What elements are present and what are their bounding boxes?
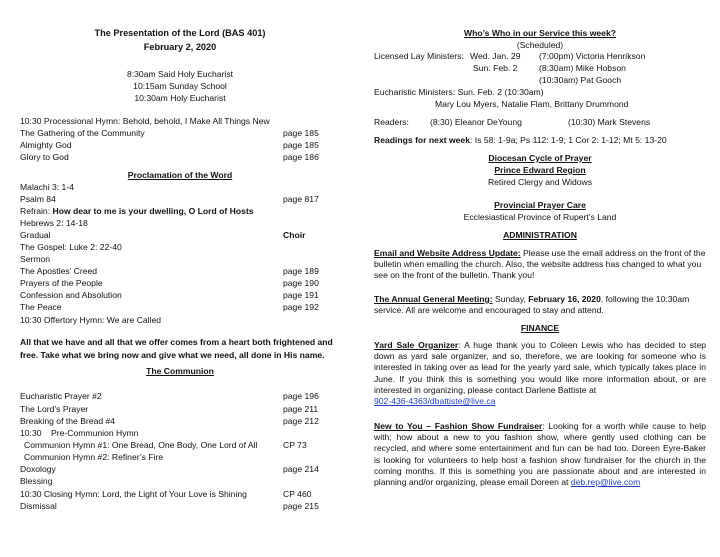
eucharistic-ministers-names: Mary Lou Myers, Natalie Flam, Brittany Drummond: [435, 99, 629, 109]
eucharistic-ministers: Eucharistic Ministers: Sun. Feb. 2 (10:30am): [374, 87, 544, 97]
service-item: Almighty God page 185: [20, 140, 319, 150]
service-item: Dismissal page 215: [20, 501, 319, 511]
communion-heading: The Communion: [146, 366, 214, 376]
psalm-refrain: Refrain: How dear to me is your dwelling, O Lord of Hosts: [20, 206, 254, 216]
fashion-show-notice: New to You – Fashion Show Fundraiser: Looking for a worth while cause to help with; how about a new to you fashion show, where gently used clothing can be recycled, and where some entertainment and fun can be had too. Doreen Eyre-Baker is looking for volunteers to help host a fashion show fundraiser for the church in the coming months. If this is something you are passionate about and are interested in planning and/or organizing, please email Doreen at deb.rep@live.com: [374, 421, 706, 488]
finance-heading: FINANCE: [520, 323, 560, 333]
email-update-notice: Email and Website Address Update: Please use the email address on the front of the bulletin when emailing the church. Also, the website address has changed to what you see on the front of the bulletin. Thank you!: [374, 248, 706, 281]
diocesan-region: Prince Edward Region: [494, 165, 586, 175]
service-item: Eucharistic Prayer #2 page 196: [20, 391, 319, 401]
next-week-readings: Readings for next week: Is 58: 1-9a; Ps 112: 1-9; 1 Cor 2: 1-12; Mt 5: 13-20: [374, 135, 667, 145]
yard-sale-notice: Yard Sale Organizer: A huge thank you to Coleen Lewis who has decided to step down as yard sale organizer, and so, therefore, we are looking for someone who is interested in taking over as lead for the yearly yard sale, which typically takes place in June. If you think this is something you would like more information about, or are interested in organizing, please contact Darlene Battiste at 902-436-4363/dbattiste@live.ca: [374, 340, 707, 407]
service-item: Psalm 84 page 817: [20, 194, 319, 204]
service-date: February 2, 2020: [143, 42, 217, 52]
readers-line: Readers: (8:30) Eleanor DeYoung (10:30) Mark Stevens: [374, 117, 651, 127]
sermon: Sermon: [20, 254, 51, 264]
service-item: The Gathering of the Community page 185: [20, 128, 319, 138]
diocesan-region-sub: Retired Clergy and Widows: [487, 177, 593, 187]
lay-ministers-line-1: Licensed Lay Ministers: Wed. Jan. 29 (7:00pm) Victoria Henrikson: [374, 51, 646, 61]
processional-hymn: 10:30 Processional Hymn: Behold, behold, I Make All Things New: [20, 116, 270, 126]
provincial-sub: Ecclesiastical Province of Rupert’s Land: [463, 212, 617, 222]
provincial-heading: Provincial Prayer Care: [494, 200, 586, 210]
reading-malachi: Malachi 3: 1-4: [20, 182, 74, 192]
gospel-reading: The Gospel: Luke 2: 22-40: [20, 242, 122, 252]
service-title: The Presentation of the Lord (BAS 401): [94, 28, 266, 38]
whos-who-heading: Who’s Who in our Service this week?: [463, 28, 616, 38]
bulletin-page: The Presentation of the Lord (BAS 401) February 2, 2020 8:30am Said Holy Eucharist 10:15am Sunday School 10:30am Holy Eucharist 10:30 Processional Hymn: Behold, behold, I Make All Things New The Gathering of the Community page 185 Almighty God page 185 Glory to God page 186 Proclamation of the Word Malachi 3: 1-4 Psalm 84 page 817 Refrain: How dear to me is your dwelling, O Lord of Hosts Hebrews 2: 14-18 Gradual Choir The Gospel: Luke 2: 22-40 Sermon The Apostles’ Creed page 189 Prayers of the People page 190 Confession and Absolution page 191 The Peace page 192 10:30 Offertory Hymn: We are Called All that we have and all that we offer comes from a heart both frightened and free. Take what we bring now and give what we need, all done in His name. The Communion Eucharistic Prayer #2 page 196 The Lord’s Prayer page 211 Breaking of the Bread #4 page 212 10:30 Pre-Communion Hymn Communion Hymn #1: One Bread, One Body, One Lord of All CP 73 Communion Hymn #2: Refiner’s Fire Doxology page 214 Blessing 10:30 Closing Hymn: Lord, the Light of Your Love is Shining CP 460 Dismissal page 215 Who’s Who in our Service this week? (Scheduled) Licensed Lay Ministers: Wed. Jan. 29 (7:00pm) Victoria Henrikson Sun. Feb. 2 (8:30am) Mike Hobson (10:30am) Pat Gooch Eucharistic Ministers: Sun. Feb. 2 (10:30am) Mary Lou Myers, Natalie Flam, Brittany Drummond Readers: (8:30) Eleanor DeYoung (10:30) Mark Stevens Readings for next week: Is 58: 1-9a; Ps 112: 1-9; 1 Cor 2: 1-12; Mt 5: 13-20 Diocesan Cycle of Prayer Prince Edward Region Retired Clergy and Widows Provincial Prayer Care Ecclesiastical Province of Rupert’s Land ADMINISTRATION Email and Website Address Update: Please use the email address on the front of the bulletin when emailing the church. Also, the website address has changed to what you see on the front of the bulletin. Thank you! The Annual General Meeting: Sunday, February 16, 2020, following the 10:30am service. All are welcome and encouraged to stay and attend. FINANCE Yard Sale Organizer: A huge thank you to Coleen Lewis who has decided to step down as yard sale organizer, and so, therefore, we are looking for someone who is interested in taking over as lead for the yearly yard sale, which typically takes place in June. If you think this is something you would like more information about, or are interested in organizing, please contact Darlene Battiste at 902-436-4363/dbattiste@live.ca New to You – Fashion Show Fundraiser: Looking for a worth while cause to help with; how about a new to you fashion show, where gently used clothing can be recycled, and where some entertainment and fun can be had too. Doreen Eyre-Baker is looking for volunteers to help host a fashion show fundraiser for the church in the coming months. If this is something you are passionate about and are interested in planning and/or organizing, please email Doreen at deb.rep@live.com: [20, 28, 707, 511]
service-item: Glory to God page 186: [20, 152, 319, 162]
service-item: 10:30 Closing Hymn: Lord, the Light of Your Love is Shining CP 460: [20, 489, 312, 499]
service-item: Confession and Absolution page 191: [20, 290, 319, 300]
offertory-hymn: 10:30 Offertory Hymn: We are Called: [20, 315, 162, 325]
scheduled-label: (Scheduled): [516, 40, 564, 50]
service-item: Prayers of the People page 190: [20, 278, 319, 288]
service-time-1: 8:30am Said Holy Eucharist: [126, 69, 234, 79]
diocesan-heading: Diocesan Cycle of Prayer: [488, 153, 592, 163]
service-item: Gradual Choir: [20, 230, 306, 240]
agm-notice: The Annual General Meeting: Sunday, February 16, 2020, following the 10:30am service. All are welcome and encouraged to stay and attend.: [374, 294, 690, 316]
service-item: Breaking of the Bread #4 page 212: [20, 416, 319, 426]
pre-communion-hymn: 10:30 Pre-Communion Hymn: [20, 428, 139, 438]
service-item: The Peace page 192: [20, 302, 319, 312]
offering-text: All that we have and all that we offer comes from a heart both frightened and free. Take what we bring now and give what we need, all done in His name.: [20, 337, 333, 360]
service-item: The Apostles’ Creed page 189: [20, 266, 319, 276]
blessing: Blessing: [20, 476, 53, 486]
service-time-2: 10:15am Sunday School: [133, 81, 227, 91]
fashion-show-email-link[interactable]: deb.rep@live.com: [570, 477, 641, 488]
service-time-3: 10:30am Holy Eucharist: [134, 93, 226, 103]
service-item: Doxology page 214: [20, 464, 319, 474]
service-item: Communion Hymn #1: One Bread, One Body, One Lord of All CP 73: [24, 440, 307, 450]
communion-hymn-2: Communion Hymn #2: Refiner’s Fire: [24, 452, 164, 462]
yard-sale-contact-link[interactable]: 902-436-4363/dbattiste@live.ca: [374, 396, 496, 407]
service-item: The Lord’s Prayer page 211: [20, 404, 319, 414]
administration-heading: ADMINISTRATION: [503, 230, 577, 240]
reading-hebrews: Hebrews 2: 14-18: [20, 218, 88, 228]
proclamation-heading: Proclamation of the Word: [127, 170, 233, 180]
